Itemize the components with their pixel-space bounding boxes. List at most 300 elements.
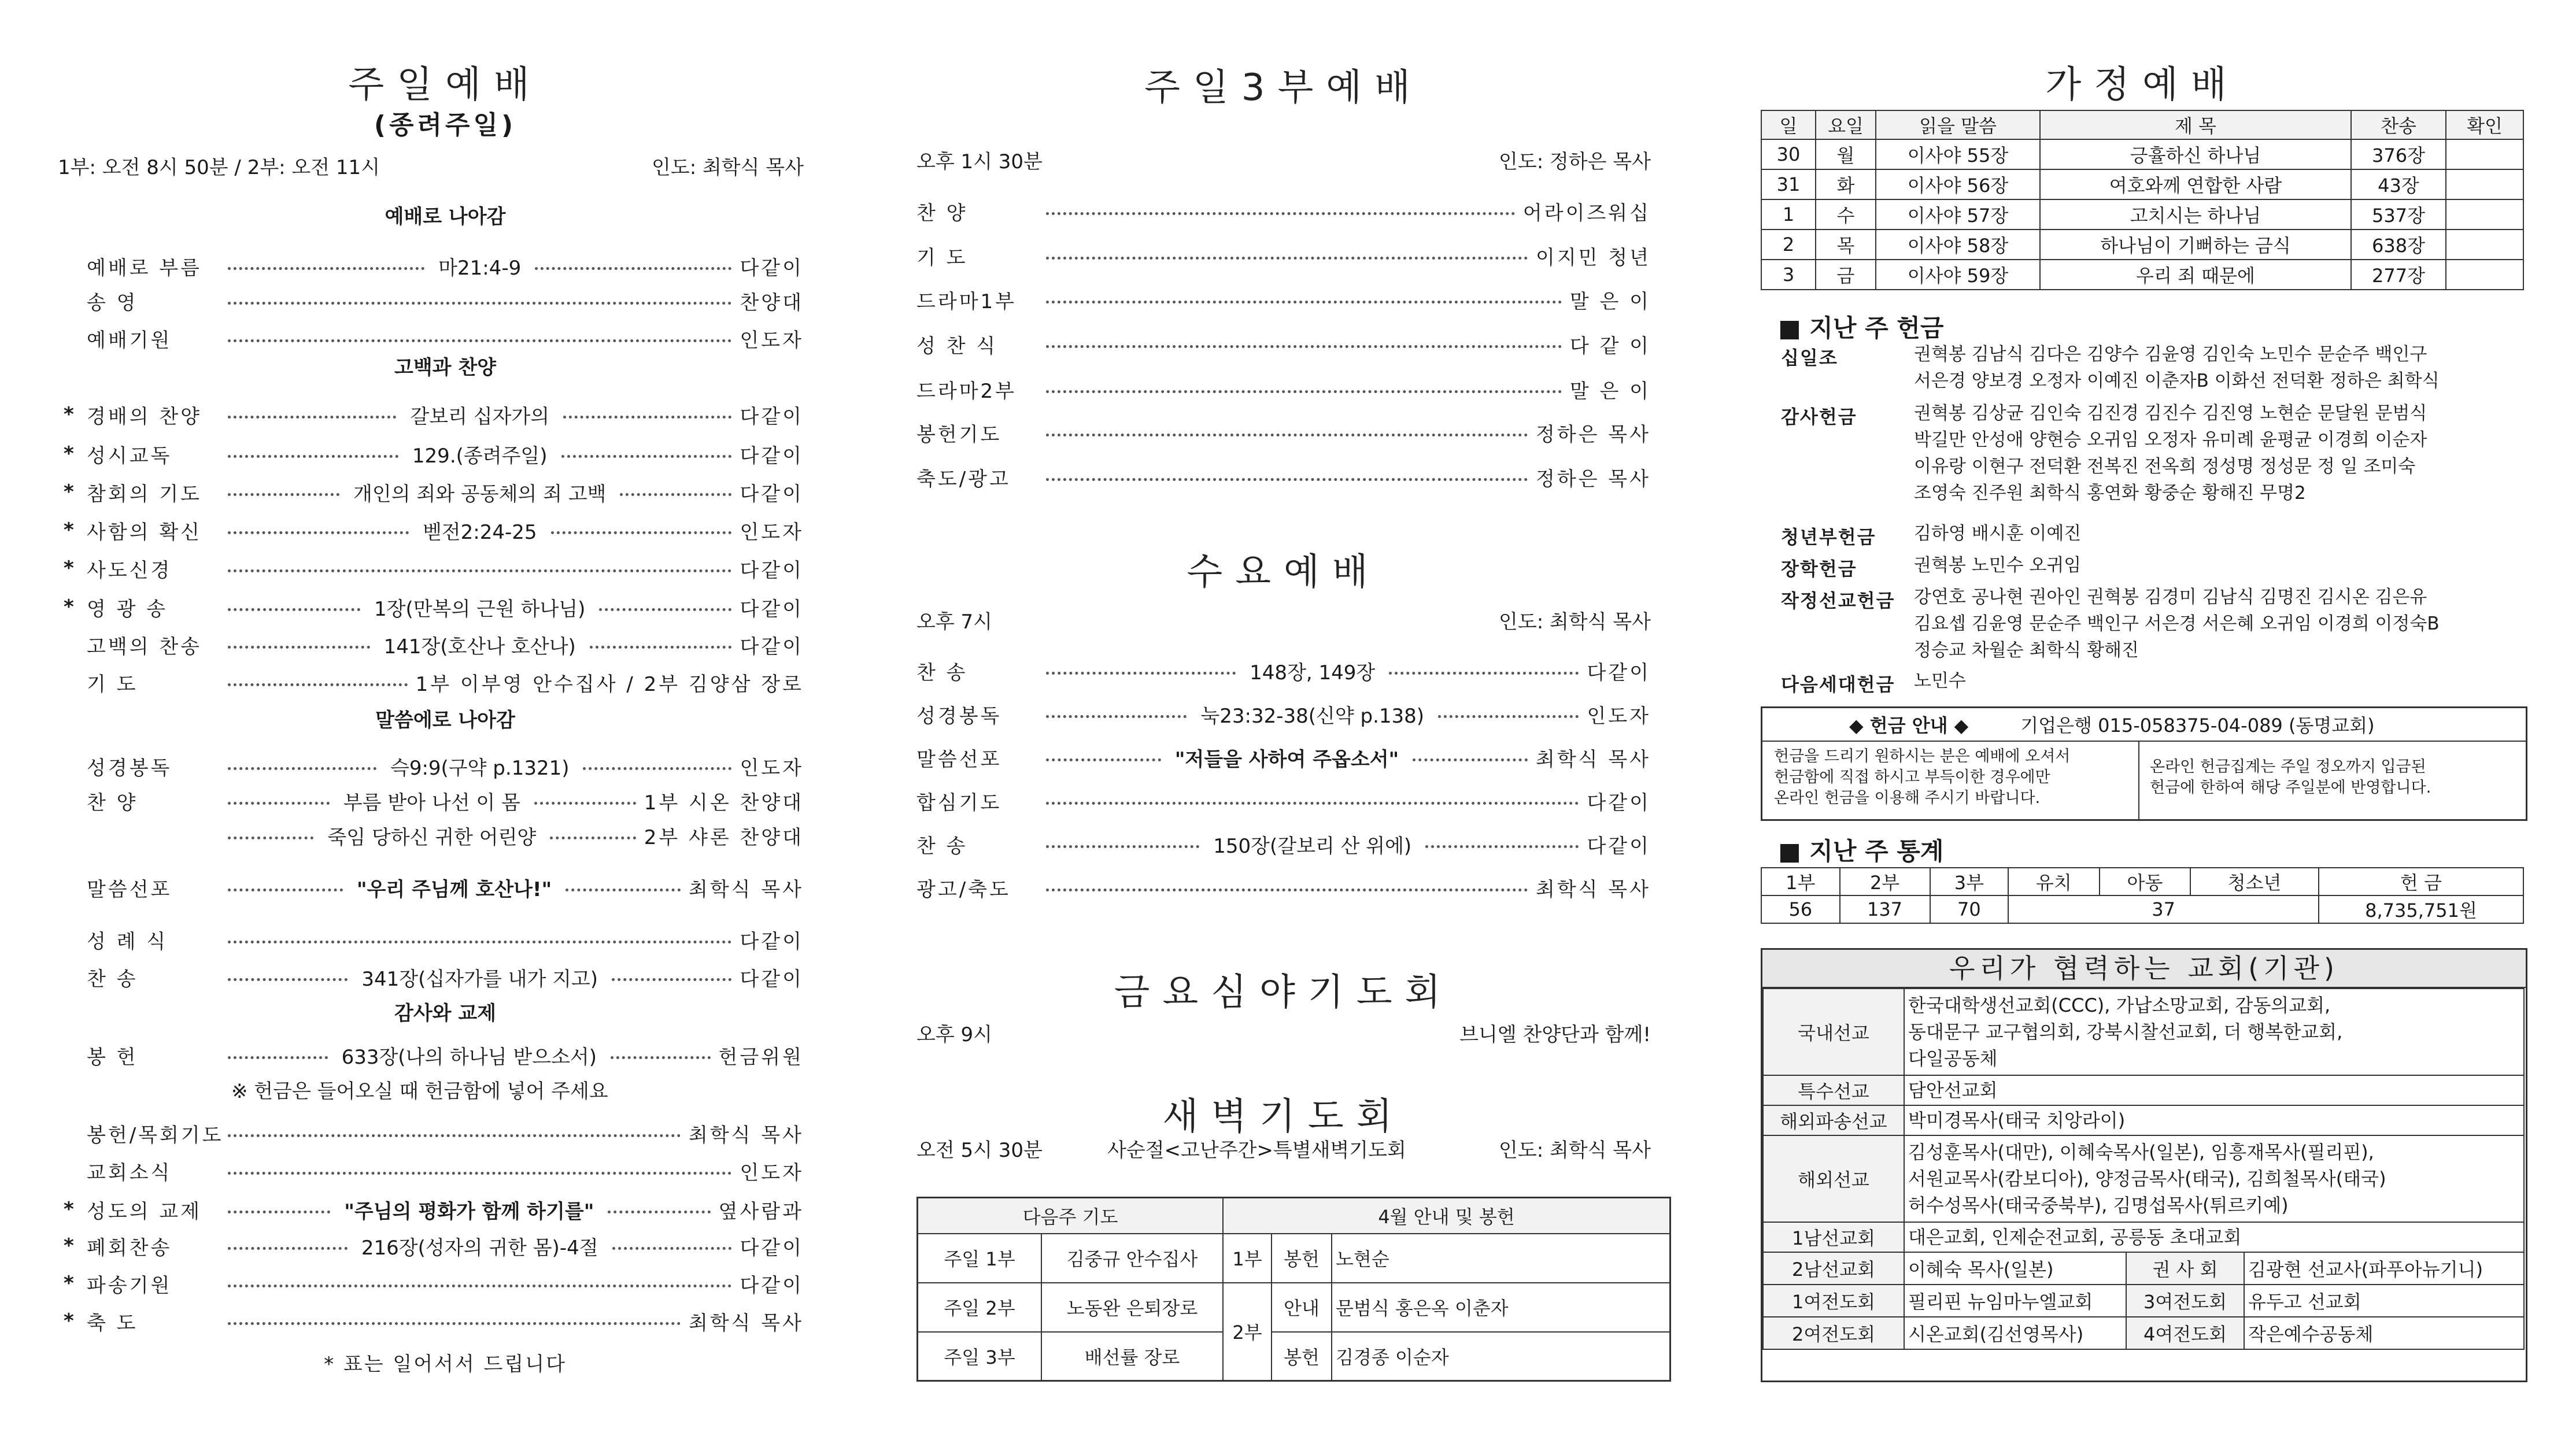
col-reading: 읽을 말씀 (1876, 110, 2040, 139)
partner-list: 유두고 선교회 (2244, 1285, 2524, 1317)
item-responsible: 인도자 (740, 756, 804, 780)
check-box[interactable] (2446, 199, 2523, 230)
item-detail: 633장(나의 하나님 받으소서) (341, 1045, 597, 1069)
leader-dots (1046, 889, 1528, 891)
worship-item (916, 656, 1651, 685)
col-weekday: 요일 (1816, 110, 1876, 139)
leader-dots (228, 889, 343, 891)
family-worship-title: 가정예배 (2045, 64, 2239, 106)
leader-dots (228, 267, 424, 270)
item-label: 기 도 (87, 672, 138, 696)
hymn: 43장 (2351, 169, 2446, 199)
item-detail: 부름 받아 나선 이 몸 (343, 791, 520, 815)
friday-note: 브니엘 찬양단과 함께! (1459, 1023, 1651, 1046)
leader-dots (1438, 715, 1579, 718)
col-day: 일 (1761, 110, 1816, 139)
weekday: 수 (1816, 199, 1876, 230)
palm-sunday-subtitle: (종려주일) (374, 110, 517, 140)
worship-item (916, 873, 1651, 902)
item-responsible: 다같이 (740, 256, 804, 280)
reading: 이사야 55장 (1876, 139, 2040, 169)
item-detail: 개인의 죄와 공동체의 죄 고백 (353, 482, 607, 506)
worship-item (87, 286, 804, 315)
leader-dots (228, 339, 731, 342)
partner-row (1763, 1075, 2524, 1105)
item-responsible: 1부 이부영 안수집사 / 2부 김양삼 장로 (415, 672, 804, 696)
partner-row (1763, 1135, 2524, 1222)
item-label: 말씀선포 (87, 878, 172, 901)
worship-item (87, 821, 804, 850)
prayer-service: 주일 3부 (918, 1332, 1042, 1381)
item-responsible: 다같이 (740, 597, 804, 621)
stats-h2: 2부 (1840, 868, 1930, 895)
april-role: 봉헌 (1272, 1234, 1332, 1283)
third-service-title: 주일3부예배 (1144, 66, 1423, 109)
day: 30 (1761, 139, 1816, 169)
dawn-note: 사순절<고난주간>특별새벽기도회 (1107, 1139, 1406, 1162)
weekday: 월 (1816, 139, 1876, 169)
friday-title: 금요심야기도회 (1114, 971, 1454, 1014)
leader-dots (228, 1134, 681, 1137)
stats-h4: 유치 (2008, 868, 2100, 895)
worship-times: 1부: 오전 8시 50분 / 2부: 오전 11시 (58, 156, 380, 179)
item-responsible: 이지민 청년 (1535, 246, 1651, 269)
leader-dots (563, 416, 731, 419)
item-responsible: 다같이 (740, 635, 804, 658)
subject: 우리 죄 때문에 (2040, 260, 2351, 290)
partner-category: 4여전도회 (2126, 1317, 2244, 1349)
standing-mark: * (64, 442, 74, 465)
stats-h6: 청소년 (2190, 868, 2319, 895)
leader-dots (1046, 257, 1528, 260)
offering-category: 감사헌금 (1781, 406, 1857, 428)
april-role: 안내 (1272, 1283, 1332, 1332)
item-detail: 129.(종려주일) (412, 444, 548, 468)
worship-item (87, 786, 804, 815)
worship-item (87, 251, 804, 280)
offering-category: 십일조 (1781, 347, 1838, 369)
stats-h3: 3부 (1930, 868, 2009, 895)
worship-item (916, 462, 1651, 491)
check-box[interactable] (2446, 230, 2523, 260)
item-label: 예배기원 (87, 328, 172, 352)
leader-dots (228, 493, 339, 496)
worship-leader: 인도: 최학식 목사 (652, 156, 804, 179)
weekday: 금 (1816, 260, 1876, 290)
item-responsible: 다같이 (740, 405, 804, 428)
item-label: 찬 송 (87, 967, 138, 991)
leader-dots (228, 646, 370, 649)
april-names: 노현순 (1332, 1234, 1670, 1283)
worship-item (916, 743, 1651, 772)
item-label: 말씀선포 (916, 747, 1002, 771)
item-detail: 148장, 149장 (1250, 661, 1376, 684)
item-label: 찬 양 (916, 201, 968, 225)
dawn-time: 오전 5시 30분 (916, 1139, 1043, 1162)
worship-item (64, 400, 804, 429)
leader-dots (1046, 758, 1161, 761)
april-names: 김경종 이순자 (1332, 1332, 1670, 1381)
partner-category: 2남선교회 (1763, 1252, 1904, 1285)
wednesday-title: 수요예배 (1187, 551, 1381, 594)
leader-dots (228, 1172, 731, 1175)
partner-list: 한국대학생선교회(CCC), 가납소망교회, 감동의교회, 동대문구 교구협의회, 강북시찰선교회, 더 행복한교회, 다일공동체 (1904, 989, 2524, 1075)
item-responsible: 정하은 목사 (1535, 467, 1651, 491)
leader-dots (611, 1056, 711, 1059)
item-responsible: 인도자 (740, 1161, 804, 1185)
hymn: 376장 (2351, 139, 2446, 169)
item-responsible: 2부 샤론 찬양대 (644, 826, 804, 849)
standing-mark: * (64, 1234, 74, 1257)
wednesday-time: 오후 7시 (916, 610, 992, 634)
worship-item (916, 418, 1651, 447)
reading: 이사야 56장 (1876, 169, 2040, 199)
stats-v4: 37 (2008, 895, 2319, 923)
item-label: 드라마1부 (916, 290, 1017, 313)
partner-row (1763, 1285, 2524, 1317)
april-part: 1부 (1223, 1234, 1272, 1283)
notice-bank: 기업은행 015-058375-04-089 (동명교회) (2020, 715, 2375, 736)
partner-list: 대은교회, 인제순전교회, 공릉동 초대교회 (1904, 1222, 2524, 1252)
section-heading: 감사와 교제 (394, 1002, 497, 1025)
stats-v5: 8,735,751원 (2319, 895, 2523, 923)
item-responsible: 다같이 (740, 1236, 804, 1260)
standing-mark: * (64, 1309, 74, 1333)
worship-item (87, 630, 804, 659)
sunday-worship-title: 주일예배 (348, 64, 542, 106)
worship-item (916, 375, 1651, 404)
leader-dots (551, 531, 732, 534)
item-label: 성 찬 식 (916, 334, 998, 358)
leader-dots (566, 889, 681, 891)
partner-list: 시온교회(김선영목사) (1904, 1317, 2126, 1349)
offering-category: 다음세대헌금 (1781, 673, 1895, 695)
item-label: 폐회찬송 (87, 1236, 172, 1260)
item-label: 사도신경 (87, 558, 172, 582)
standing-mark: * (64, 557, 74, 580)
leader-dots (228, 569, 731, 572)
stats-h7: 헌 금 (2319, 868, 2523, 895)
leader-dots (590, 646, 732, 649)
leader-dots (1046, 672, 1236, 675)
item-responsible: 헌금위원 (718, 1045, 804, 1069)
prayer-service: 주일 2부 (918, 1283, 1042, 1332)
family-worship-row (1761, 139, 2523, 169)
leader-dots (228, 1056, 328, 1059)
leader-dots (1389, 672, 1579, 675)
item-detail: 슥9:9(구약 p.1321) (390, 756, 570, 780)
leader-dots (1046, 715, 1187, 718)
worship-item (916, 197, 1651, 225)
partner-row (1763, 1317, 2524, 1349)
item-detail: 죽임 당하신 귀한 어린양 (327, 826, 537, 849)
item-responsible: 다같이 (1587, 661, 1651, 684)
item-detail: "주님의 평화가 함께 하기를" (344, 1200, 594, 1223)
offering-category: 장학헌금 (1781, 558, 1857, 580)
third-service-leader: 인도: 정하은 목사 (1499, 150, 1651, 173)
col-hymn: 찬송 (2351, 110, 2446, 139)
item-label: 송 영 (87, 291, 138, 314)
partner-category: 해외파송선교 (1763, 1105, 1904, 1135)
worship-item (64, 1231, 804, 1260)
item-responsible: 찬양대 (740, 291, 804, 314)
offering-names: 권혁봉 김남식 김다은 김양수 김윤영 김인숙 노민수 문순주 백인구 서은경 양보경 오정자 이예진 이춘자B 이화선 전덕환 정하은 최학식 (1914, 344, 2440, 391)
worship-item (916, 330, 1651, 358)
item-label: 봉 헌 (87, 1045, 138, 1069)
subject: 하나님이 기뻐하는 금식 (2040, 230, 2351, 260)
dawn-prayer-title: 새벽기도회 (1162, 1095, 1405, 1138)
day: 1 (1761, 199, 1816, 230)
april-role: 봉헌 (1272, 1332, 1332, 1381)
standing-mark: * (64, 403, 74, 426)
item-detail: 눅23:32-38(신약 p.138) (1200, 704, 1425, 728)
item-responsible: 말 은 이 (1569, 379, 1651, 403)
item-responsible: 최학식 목사 (1535, 747, 1651, 771)
item-responsible: 다 같 이 (1569, 334, 1651, 358)
leader-dots (612, 1247, 732, 1250)
stats-h1: 1부 (1761, 868, 1840, 895)
item-detail: 150장(갈보리 산 위에) (1213, 834, 1412, 858)
leader-dots (228, 608, 360, 611)
prayer-name: 김중규 안수집사 (1041, 1234, 1223, 1283)
leader-dots (228, 1285, 731, 1287)
partner-row (1763, 989, 2524, 1075)
leader-dots (228, 455, 398, 458)
item-responsible: 최학식 목사 (688, 878, 804, 901)
leader-dots (612, 978, 731, 981)
friday-time: 오후 9시 (916, 1023, 992, 1046)
leader-dots (534, 802, 636, 805)
item-label: 성도의 교제 (87, 1200, 202, 1223)
item-detail: "저들을 사하여 주옵소서" (1174, 747, 1399, 771)
standing-mark: * (64, 480, 74, 504)
item-label: 봉헌/목회기도 (87, 1123, 224, 1147)
offering-notice-box (1761, 706, 2527, 821)
day: 3 (1761, 260, 1816, 290)
prayer-service: 주일 1부 (918, 1234, 1042, 1283)
leader-dots (1046, 390, 1562, 393)
partner-category: 국내선교 (1763, 989, 1904, 1075)
leader-dots (1046, 478, 1528, 481)
leader-dots (1413, 758, 1528, 761)
dawn-leader: 인도: 최학식 목사 (1499, 1139, 1651, 1162)
item-responsible: 말 은 이 (1569, 290, 1651, 313)
stats-v2: 137 (1840, 895, 1930, 923)
leader-dots (535, 267, 731, 270)
leader-dots (228, 416, 396, 419)
stats-v3: 70 (1930, 895, 2009, 923)
col-check: 확인 (2446, 110, 2523, 139)
leader-dots (228, 802, 330, 805)
leader-dots (1046, 434, 1528, 436)
item-label: 광고/축도 (916, 878, 1011, 901)
partners-box (1761, 948, 2527, 1382)
leader-dots (1046, 301, 1562, 304)
item-label: 성 례 식 (87, 930, 168, 953)
standing-mark: * (64, 1272, 74, 1295)
item-detail: 341장(십자가를 내가 지고) (361, 967, 598, 991)
leader-dots (228, 941, 731, 943)
partner-list: 이혜숙 목사(일본) (1904, 1252, 2126, 1285)
worship-item (87, 963, 804, 991)
partner-row (1763, 1252, 2524, 1285)
next-prayer-header: 다음주 기도 (918, 1198, 1224, 1234)
item-responsible: 다같이 (740, 444, 804, 468)
leader-dots (561, 455, 732, 458)
item-detail: "우리 주님께 호산나!" (356, 878, 552, 901)
item-label: 축도/광고 (916, 467, 1011, 491)
item-label: 참회의 기도 (87, 482, 202, 506)
leader-dots (228, 302, 731, 305)
subject: 긍휼하신 하나님 (2040, 139, 2351, 169)
check-box[interactable] (2446, 169, 2523, 199)
leader-dots (228, 767, 376, 770)
offering-names: 권혁봉 노민수 오귀임 (1914, 555, 2082, 576)
april-part: 2부 (1223, 1283, 1272, 1381)
partner-category: 1남선교회 (1763, 1222, 1904, 1252)
worship-item (64, 554, 804, 583)
item-label: 합심기도 (916, 791, 1002, 815)
family-worship-row (1761, 199, 2523, 230)
leader-dots (228, 531, 409, 534)
prayer-name: 노동완 은퇴장로 (1041, 1283, 1223, 1332)
leader-dots (599, 608, 731, 611)
worship-item (64, 516, 804, 545)
leader-dots (228, 1211, 330, 1213)
hymn: 638장 (2351, 230, 2446, 260)
col-subject: 제 목 (2040, 110, 2351, 139)
prayer-name: 배선률 장로 (1041, 1332, 1223, 1381)
offering-names: 권혁봉 김상균 김인숙 김진경 김진수 김진영 노현순 문달원 문범식 박길만 안성애 양현승 오귀임 오정자 유미례 윤평균 이경희 이순자 이유랑 이현구 전덕환 전복진 전옥희 정성명 정성문 정 일 조미숙 조영숙 진주원 최학식 홍연화 황중순 황해진 무명2 (1914, 403, 2427, 504)
offering-note: ※ 헌금은 들어오실 때 헌금함에 넣어 주세요 (231, 1080, 608, 1103)
item-responsible: 어라이즈워십 (1522, 201, 1651, 225)
worship-item (87, 324, 804, 353)
stats-h5: 아동 (2100, 868, 2191, 895)
item-label: 기 도 (916, 246, 968, 269)
partner-category: 특수선교 (1763, 1075, 1904, 1105)
worship-item (916, 786, 1651, 815)
third-service-time: 오후 1시 30분 (916, 150, 1043, 173)
item-label: 성경봉독 (87, 756, 172, 780)
offering-category: 작정선교헌금 (1781, 590, 1895, 612)
worship-item (87, 752, 804, 780)
item-responsible: 옆사람과 (718, 1200, 804, 1223)
item-detail: 갈보리 십자가의 (410, 405, 550, 428)
leader-dots (1425, 845, 1579, 848)
item-label: 사함의 확신 (87, 520, 202, 544)
worship-item (916, 285, 1651, 314)
partner-category: 권 사 회 (2126, 1252, 2244, 1285)
leader-dots (228, 1247, 348, 1250)
worship-item (916, 700, 1651, 728)
hymn: 537장 (2351, 199, 2446, 230)
leader-dots (550, 837, 635, 839)
notice-left-text: 헌금을 드리기 원하시는 분은 예배에 오셔서 헌금함에 직접 하시고 부득이한 경우에만 온라인 헌금을 이용해 주시기 바랍니다. (1774, 747, 2071, 807)
item-responsible: 최학식 목사 (688, 1311, 804, 1335)
offering-names: 강연호 공나현 권아인 권혁봉 김경미 김남식 김명진 김시온 김은유 김요셉 김윤영 문순주 백인구 서은경 서은혜 오귀임 이경희 이정숙B 정승교 차월순 최학식 황해진 (1914, 587, 2440, 661)
partners-table (1762, 988, 2525, 1350)
worship-item (87, 1119, 804, 1148)
april-names: 문범식 홍은옥 이춘자 (1332, 1283, 1670, 1332)
item-detail: 1장(만복의 근원 하나님) (374, 597, 586, 621)
worship-item (64, 1269, 804, 1298)
item-label: 파송기원 (87, 1274, 172, 1297)
standing-mark: * (64, 1198, 74, 1221)
worship-item (87, 1156, 804, 1185)
family-worship-table (1761, 110, 2524, 290)
notice-title: ◆ 헌금 안내 ◆ (1849, 715, 1969, 736)
offering-category: 청년부헌금 (1781, 526, 1876, 548)
item-label: 교회소식 (87, 1161, 172, 1185)
item-label: 드라마2부 (916, 379, 1017, 403)
leader-dots (1046, 345, 1562, 348)
item-responsible: 다같이 (1587, 791, 1651, 815)
item-responsible: 다같이 (740, 558, 804, 582)
standing-note: * 표는 일어서서 드립니다 (324, 1353, 567, 1376)
family-worship-row (1761, 169, 2523, 199)
item-detail: 마21:4-9 (438, 256, 522, 280)
item-detail: 216장(성자의 귀한 몸)-4절 (361, 1236, 598, 1260)
stats-section-title: ■ 지난 주 통계 (1778, 837, 1944, 865)
family-worship-row (1761, 230, 2523, 260)
day: 31 (1761, 169, 1816, 199)
partner-list: 김성훈목사(대만), 이혜숙목사(일본), 임흥재목사(필리핀), 서원교목사(캄보디아), 양정금목사(태국), 김희철목사(태국) 허수성목사(태국중북부), 김명섭목사(튀르키예) (1904, 1135, 2524, 1222)
item-responsible: 인도자 (740, 328, 804, 352)
item-label: 찬 송 (916, 661, 968, 684)
weekday: 화 (1816, 169, 1876, 199)
item-responsible: 다같이 (740, 967, 804, 991)
item-responsible: 다같이 (740, 930, 804, 953)
check-box[interactable] (2446, 260, 2523, 290)
worship-item (64, 1307, 804, 1335)
stats-v1: 56 (1761, 895, 1840, 923)
partner-category: 2여전도회 (1763, 1317, 1904, 1349)
section-heading: 고백과 찬양 (394, 356, 497, 379)
partner-list: 작은예수공동체 (2244, 1317, 2524, 1349)
offering-names: 노민수 (1914, 671, 1966, 691)
item-label: 성시교독 (87, 444, 172, 468)
worship-item (916, 830, 1651, 858)
item-responsible: 1부 시온 찬양대 (644, 791, 804, 815)
reading: 이사야 58장 (1876, 230, 2040, 260)
check-box[interactable] (2446, 139, 2523, 169)
partner-list: 박미경목사(태국 치앙라이) (1904, 1105, 2524, 1135)
family-worship-row (1761, 260, 2523, 290)
partner-row (1763, 1105, 2524, 1135)
section-heading: 예배로 나아감 (385, 205, 506, 228)
partner-list: 필리핀 뉴임마누엘교회 (1904, 1285, 2126, 1317)
partner-category: 1여전도회 (1763, 1285, 1904, 1317)
leader-dots (583, 767, 731, 770)
item-label: 영 광 송 (87, 597, 168, 621)
item-label: 성경봉독 (916, 704, 1002, 728)
item-responsible: 최학식 목사 (688, 1123, 804, 1147)
reading: 이사야 57장 (1876, 199, 2040, 230)
hymn: 277장 (2351, 260, 2446, 290)
item-responsible: 인도자 (740, 520, 804, 544)
item-detail: 141장(호산나 호산나) (383, 635, 576, 658)
leader-dots (620, 493, 731, 496)
subject: 고치시는 하나님 (2040, 199, 2351, 230)
item-responsible: 최학식 목사 (1535, 878, 1651, 901)
worship-item (64, 478, 804, 506)
item-label: 축 도 (87, 1311, 138, 1335)
leader-dots (228, 978, 348, 981)
partner-row (1763, 1222, 2524, 1252)
worship-item (87, 873, 804, 902)
notice-right-text: 온라인 헌금집계는 주일 정오까지 입금된 헌금에 한하여 해당 주일분에 반영합니다. (2150, 758, 2431, 797)
subject: 여호와께 연합한 사람 (2040, 169, 2351, 199)
